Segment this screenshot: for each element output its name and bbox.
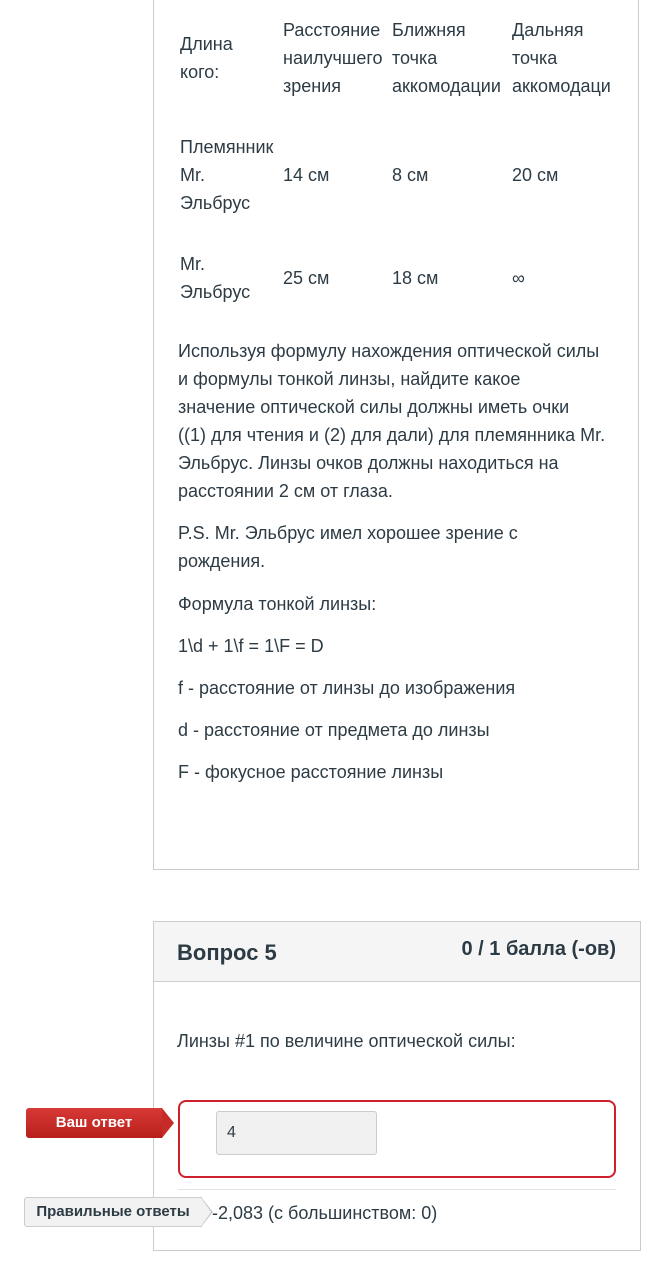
- definition-f: f - расстояние от линзы до изображения: [178, 678, 516, 698]
- your-answer-tag: Ваш ответ: [26, 1108, 162, 1138]
- correct-answer-value: -2,083 (с большинством: 0): [212, 1203, 438, 1223]
- table-header-near: Ближняя точка аккомодации: [392, 20, 501, 96]
- table-row-1-far: 20 см: [512, 165, 559, 185]
- table-header-far: Дальняя точка аккомодаци: [512, 20, 611, 96]
- table-row-2-far: ∞: [512, 268, 525, 288]
- answer-input[interactable]: [216, 1111, 377, 1155]
- table-header-who: Длина кого:: [180, 34, 233, 82]
- table-row-2-near: 18 см: [392, 268, 439, 288]
- question-header: [154, 922, 640, 982]
- table-row-1-name: Племянник Mr. Эльбрус: [180, 137, 274, 213]
- formula-title: Формула тонкой линзы:: [178, 594, 377, 614]
- question-text: Линзы #1 по величине оптической силы:: [177, 1031, 516, 1051]
- task-paragraph: Используя формулу нахождения оптической силы и формулы тонкой линзы, найдите какое значение оптической силы должны иметь очки ((1) для чтения и (2) для дали) для племянника Mr. Эльбрус. Линзы очков должны находиться на расстоянии 2 см от глаза.: [178, 341, 606, 501]
- table-row-2-name: Mr. Эльбрус: [180, 254, 251, 302]
- answer-divider: [178, 1189, 616, 1190]
- definition-d: d - расстояние от предмета до линзы: [178, 720, 490, 740]
- question-title: Вопрос 5: [177, 940, 277, 965]
- table-header-best: Расстояние наилучшего зрения: [283, 20, 383, 96]
- question-card: [153, 921, 641, 1251]
- answer-box-incorrect: [178, 1100, 616, 1178]
- table-row-1-best: 14 см: [283, 165, 330, 185]
- question-points: 0 / 1 балла (-ов): [461, 938, 616, 960]
- formula-text: 1\d + 1\f = 1\F = D: [178, 636, 324, 656]
- table-row-1-near: 8 см: [392, 165, 429, 185]
- definition-F: F - фокусное расстояние линзы: [178, 762, 444, 782]
- ps-paragraph: P.S. Mr. Эльбрус имел хорошее зрение с рождения.: [178, 523, 518, 571]
- table-row-2-best: 25 см: [283, 268, 330, 288]
- correct-answers-tag: Правильные ответы: [24, 1197, 202, 1227]
